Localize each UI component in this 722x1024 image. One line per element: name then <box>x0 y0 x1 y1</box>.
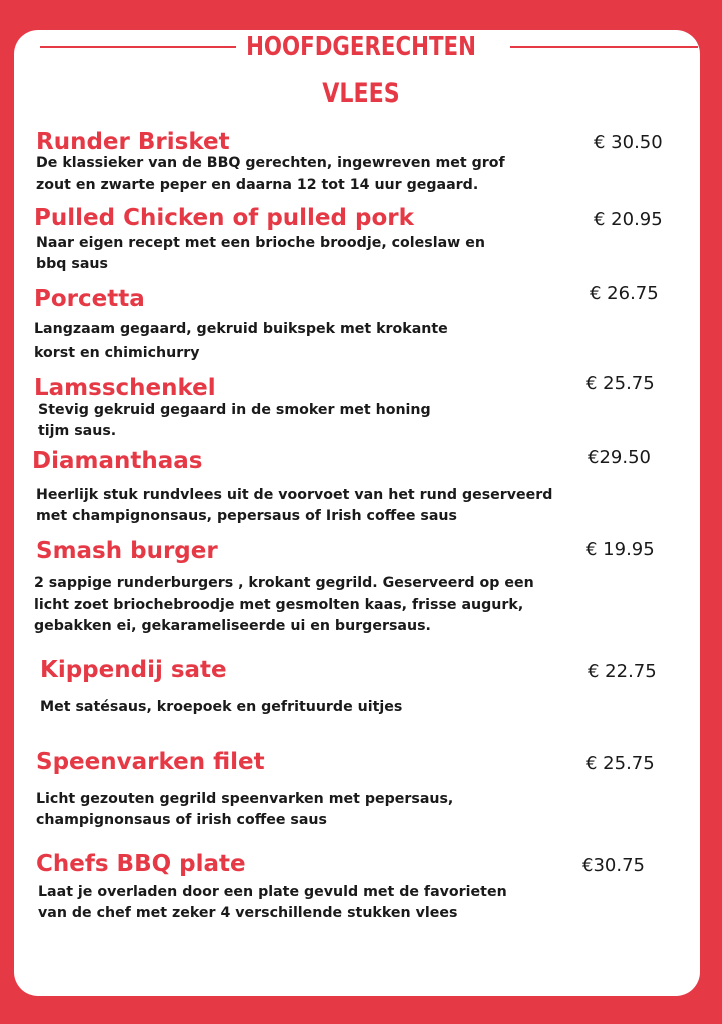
dish-description-line: De klassieker van de BBQ gerechten, ingewreven met grof <box>36 155 505 171</box>
dish-description-line: Langzaam gegaard, gekruid buikspek met krokante <box>34 321 448 337</box>
dish-description-line: Met satésaus, kroepoek en gefrituurde uitjes <box>40 699 403 715</box>
dish-name: Pulled Chicken of pulled pork <box>34 205 414 231</box>
dish-price: € 26.75 <box>590 283 659 304</box>
dish-name: Diamanthaas <box>32 448 203 474</box>
dish-price: € 20.95 <box>594 209 663 230</box>
dish-description-line: gebakken ei, gekarameliseerde ui en burgersaus. <box>34 618 431 634</box>
dish-name: Porcetta <box>34 286 145 312</box>
dish-name: Chefs BBQ plate <box>36 851 246 877</box>
dish-description-line: Heerlijk stuk rundvlees uit de voorvoet van het rund geserveerd <box>36 487 553 503</box>
dish-description-line: korst en chimichurry <box>34 345 200 361</box>
dish-description-line: bbq saus <box>36 256 108 272</box>
dish-name: Runder Brisket <box>36 129 230 155</box>
dish-price: €29.50 <box>588 447 651 468</box>
dish-price: € 22.75 <box>588 661 657 682</box>
dish-description-line: Laat je overladen door een plate gevuld met de favorieten <box>38 884 507 900</box>
dish-price: € 19.95 <box>586 539 655 560</box>
dish-description-line: champignonsaus of irish coffee saus <box>36 812 327 828</box>
dish-name: Lamsschenkel <box>34 375 216 401</box>
dish-description-line: Licht gezouten gegrild speenvarken met pepersaus, <box>36 791 454 807</box>
dish-name: Kippendij sate <box>40 657 227 683</box>
dish-name: Smash burger <box>36 538 218 564</box>
page-title: HOOFDGERECHTEN <box>246 32 476 62</box>
dish-description-line: zout en zwarte peper en daarna 12 tot 14 uur gegaard. <box>36 177 479 193</box>
dish-description-line: tijm saus. <box>38 423 117 439</box>
dish-price: € 25.75 <box>586 373 655 394</box>
dish-name: Speenvarken filet <box>36 749 265 775</box>
dish-price: €30.75 <box>582 855 645 876</box>
dish-price: € 25.75 <box>586 753 655 774</box>
dish-description-line: met champignonsaus, pepersaus of Irish coffee saus <box>36 508 457 524</box>
dish-description-line: licht zoet briochebroodje met gesmolten kaas, frisse augurk, <box>34 597 524 613</box>
dish-description-line: 2 sappige runderburgers , krokant gegrild. Geserveerd op een <box>34 575 534 591</box>
section-title: VLEES <box>322 78 400 109</box>
dish-description-line: Stevig gekruid gegaard in de smoker met honing <box>38 402 431 418</box>
dish-price: € 30.50 <box>594 132 663 153</box>
dish-description-line: van de chef met zeker 4 verschillende stukken vlees <box>38 905 458 921</box>
dish-description-line: Naar eigen recept met een brioche broodje, coleslaw en <box>36 235 485 251</box>
